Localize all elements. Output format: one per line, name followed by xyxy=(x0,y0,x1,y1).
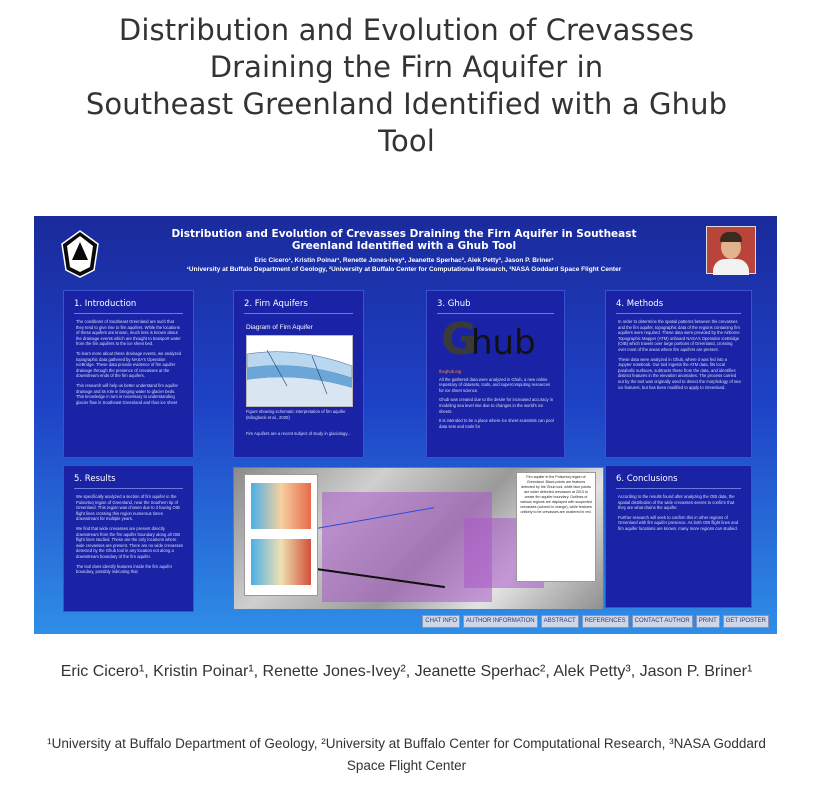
diagram-title: Diagram of Firn Aquifer xyxy=(246,324,313,331)
panel-text: Ghub was created due to the desire for increased accuracy in modeling sea level rise due to changes in the world's ice sheets. xyxy=(439,397,554,414)
panel-text: In order to determine the spatial patterns between the crevasses and the firn aquifer, topographic data of the regions containing firn aquifers were required. These data were provided by the Airborne Topographic Mapper (ATM) onboard NASA's Operation IceBridge (OIB) which travels over large portions of Greenland, crossing over most of the areas where firn aquifers are present. xyxy=(618,319,740,352)
iposter[interactable] xyxy=(34,216,777,634)
panel-text: The conditions of Southeast Greenland are such that they tend to give rise to firn aquifers. While the locations of these aquifers are known, much less is known about the drainage events which are thought to transport water from the firn aquifers to the ice sheet bed. xyxy=(76,319,181,347)
panel-text: According to the results found after analyzing the OIB data, the spatial distribution of the wide crevasses seems to confirm that they are what drains the aquifer. xyxy=(618,494,735,511)
results-map[interactable] xyxy=(233,467,604,610)
poster-button-bar xyxy=(422,615,769,628)
affiliations: ¹University at Buffalo Department of Geology, ²University at Buffalo Center for Computational Research, ³NASA Goddard Space Flight Center xyxy=(47,736,766,773)
panel-text: These data were analyzed in Ghub, where it was fed into a Jupyter notebook. Our tool ingests the ATM data, fits local parabolic surfaces, subtracts these from the data, and identifies distinct features in the elevation anomalies. The process carried out by the tool was originally used to detect the morphology of sea ice features, but has been modified to apply to Greenland. xyxy=(618,356,741,390)
title-line: Southeast Greenland Identified with a Ghub xyxy=(85,87,728,121)
inset-plot xyxy=(251,483,311,529)
panel-text: To learn more about these drainage events, we analyzed topographic data gathered by NASA's Operation IceBridge. These data provide evidence of firn aquifer drainage through the presence of crevasses at the downstream ends of the firn aquifers. xyxy=(76,350,182,379)
university-logo xyxy=(60,230,100,278)
panel-text: The tool does identify features inside the firn aquifer boundary, possibly indicating that xyxy=(76,563,173,575)
panel-heading: 2. Firn Aquifers xyxy=(244,299,353,314)
panel-heading: 5. Results xyxy=(74,474,183,489)
get-iposter-button[interactable]: GET IPOSTER xyxy=(723,615,769,628)
panel-heading: 1. Introduction xyxy=(74,299,183,314)
ghub-logo-hub: hub xyxy=(471,323,536,363)
poster-affiliations: ¹University at Buffalo Department of Geology, ²University at Buffalo Center for Computational Research, ³NASA Goddard Space Flight Center xyxy=(186,266,622,273)
ghub-logo-g: G xyxy=(441,314,478,365)
panel-conclusions[interactable] xyxy=(605,465,752,608)
poster-title: Distribution and Evolution of Crevasses Draining the Firn Aquifer in Southeast Greenland Identified with a Ghub Tool xyxy=(171,228,637,252)
panel-text: Further research will seek to confirm this in other regions of Greenland with firn aquifer presence. As both OIB flight lines and firn aquifer locations are known, many more regions can studied. xyxy=(618,514,739,531)
references-button[interactable]: REFERENCES xyxy=(582,615,629,628)
title-line: Draining the Firn Aquifer in xyxy=(209,50,604,84)
panel-text: We specifically analyzed a section of firn aquifer in the Puisortoq region of Greenland, near the Southern tip of Greenland. This region was chosen due to it having OIB flight lines crossing this region numerous times downstream for multiple years. xyxy=(76,494,180,522)
panel-heading: 6. Conclusions xyxy=(616,474,741,489)
map-caption: Firn aquifer in the Puisortoq region of Greenland. Black points are features detected by the Ghub tool, while blue points are wider detected crevasses at 2013 to create firn aquifer boundary. Outlines of various regions are displayed with suspected crevasses (colored in orange), while features unlikely to be crevasses are clustered in red. xyxy=(516,472,596,582)
panel-methods[interactable] xyxy=(605,290,752,458)
inset-plot xyxy=(251,539,311,585)
poster-authors xyxy=(144,256,664,274)
panel-heading: 3. Ghub xyxy=(437,299,554,314)
author-photo xyxy=(706,226,756,274)
panel-introduction[interactable] xyxy=(63,290,194,458)
poster-author-list: Eric Cicero¹, Kristin Poinar¹, Renette Jones-Ivey², Jeanette Sperhac², Alek Petty³, Jason P. Briner¹ xyxy=(254,257,554,264)
contact-author-button[interactable]: CONTACT AUTHOR xyxy=(632,615,693,628)
panel-text: This research will help us better understand firn aquifer drainage and its role in bringing water to glacier beds. This knowledge in turn is necessary to understanding glacier flow in Southeast Greenland and thus ice sheet xyxy=(76,382,178,405)
author-information-button[interactable]: AUTHOR INFORMATION xyxy=(463,615,538,628)
author-list: Eric Cicero¹, Kristin Poinar¹, Renette Jones-Ivey², Jeanette Sperhac², Alek Petty³, Jason P. Briner¹ xyxy=(60,663,753,680)
panel-text: We find that wide crevasses are present directly downstream from the firn aquifer boundary along all OIB flight lines studied. These are the only locations where wide crevasses are present. There are no wide crevasses detected by the Ghub tool in any location not along a downstream boundary of the firn aquifer. xyxy=(76,525,183,559)
title-line: Tool xyxy=(378,124,435,158)
diagram-caption: Figure showing schematic interpretation of firn aquifer (Kilingbeck et al., 2020) xyxy=(246,409,346,420)
panel-heading: 4. Methods xyxy=(616,299,741,314)
panel-text: Firn Aquifers are a recent subject of study in glaciology... xyxy=(246,431,351,436)
title-line: Distribution and Evolution of Crevasses xyxy=(118,13,695,47)
ghub-logo[interactable] xyxy=(441,314,553,365)
print-button[interactable]: PRINT xyxy=(696,615,720,628)
panel-results[interactable] xyxy=(63,465,194,612)
page-title xyxy=(20,12,793,160)
panel-ghub[interactable] xyxy=(426,290,565,458)
ghub-url[interactable]: theghub.org xyxy=(439,369,462,374)
firn-aquifer-diagram[interactable] xyxy=(246,335,353,407)
abstract-button[interactable]: ABSTRACT xyxy=(541,615,579,628)
map-inset[interactable] xyxy=(244,474,318,596)
chat-info-button[interactable]: CHAT INFO xyxy=(422,615,460,628)
panel-text: It is intended to be a place where ice sheet scientists can pool data sets and tools for xyxy=(439,418,554,429)
panel-firn-aquifers[interactable] xyxy=(233,290,364,458)
panel-text: All the gathered data were analyzed in Ghub, a new online repository of datasets, tools, and supercomputing resources for ice sheet science. xyxy=(439,376,551,393)
